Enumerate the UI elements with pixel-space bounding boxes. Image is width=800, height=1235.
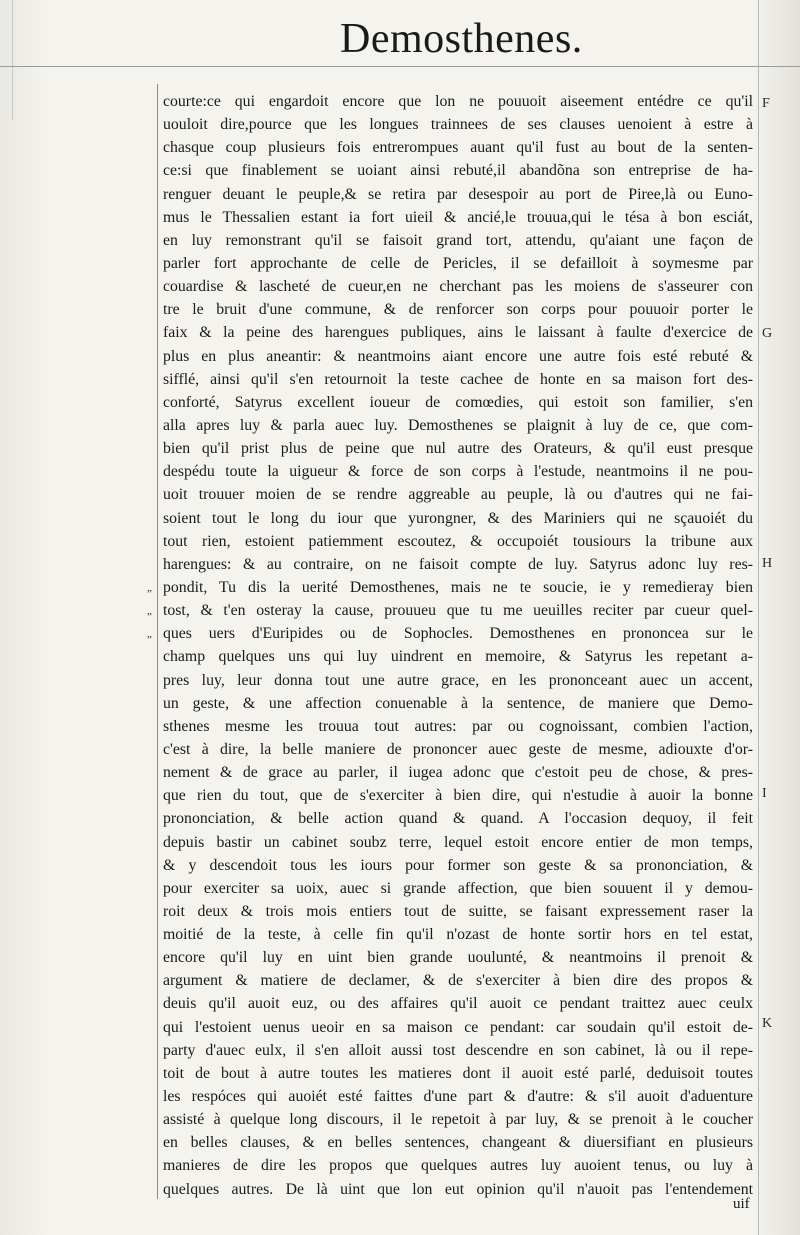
text-line: uouloit dire,pource que les longues trainnees de ses clauses uenoient à estre à bbox=[163, 116, 753, 134]
text-line: conforté, Satyrus excellent ioueur de comœdies, qui estoit son familier, s'en bbox=[163, 393, 753, 411]
text-line: ce:si que finablement se uoiant ainsi rebuté,il abandõna son entreprise de ha- bbox=[163, 162, 753, 180]
text-line: sifflé, ainsi qu'il s'en retournoit la teste cachee de honte en sa maison fort des- bbox=[163, 370, 753, 388]
text-line: en luy remonstrant qu'il se faisoit grand tort, attendu, qu'aiant une façon de bbox=[163, 231, 753, 249]
text-line: champ quelques uns qui luy uindrent en memoire, & Satyrus les repetant a- bbox=[163, 648, 753, 666]
text-line: deuis qu'il auoit euz, ou des affaires qu'il auoit ce pendant traittez auec ceulx bbox=[163, 995, 753, 1013]
quotation-mark: „ bbox=[147, 628, 152, 640]
quotation-mark: „ bbox=[147, 582, 152, 594]
text-line: tre le bruit d'une commune, & de renforcer son corps pour pouuoir porter le bbox=[163, 301, 753, 319]
text-line: pres luy, leur donna tout une autre grace, en les prononceant auec un accent, bbox=[163, 671, 753, 689]
text-line: faix & la peine des harengues publiques, ains le laissant à faulte d'exercice de bbox=[163, 324, 753, 342]
text-line: qui l'estoient uenus ueoir en sa maison ce pendant: car soudain qu'il estoit de- bbox=[163, 1018, 753, 1036]
text-line: en belles clauses, & en belles sentences, changeant & diuersifiant en plusieurs bbox=[163, 1134, 753, 1152]
quotation-mark: „ bbox=[147, 605, 152, 617]
text-line: soient tout le long du iour que yurongner, & des Mariniers qui ne sçauoiét du bbox=[163, 509, 753, 527]
text-line: quelques autres. De là uint que lon eut opinion qu'il n'auoit pas l'entendement bbox=[163, 1180, 753, 1198]
text-line: prononciation, & belle action quand & quand. A l'occasion dequoy, il feit bbox=[163, 810, 753, 828]
text-line: courte:ce qui engardoit encore que lon ne pouuoit aiseement entédre ce qu'il bbox=[163, 93, 753, 110]
text-line: & y descendoit tous les iours pour former son geste & sa prononciation, & bbox=[163, 856, 753, 874]
text-line: bien qu'il prist plus de peine que nul autre des Orateurs, & qu'il eust presque bbox=[163, 440, 753, 458]
body-text bbox=[163, 90, 753, 1201]
text-line: couardise & lascheté de cueur,en ne cherchant pas les moiens de s'asseurer con bbox=[163, 278, 753, 296]
text-line: tost, & t'en osteray la cause, prouueu que tu me ueuilles reciter par cueur quel- bbox=[163, 602, 753, 620]
text-line: mus le Thessalien estant ia fort uieil & ancié,le trouua,qui le tésa à bon esciát, bbox=[163, 208, 753, 226]
text-line: ques uers d'Euripides ou de Sophocles. Demosthenes en prononcea sur le bbox=[163, 625, 753, 643]
text-line: manieres de dire les propos que quelques autres luy auoient tenus, ou luy à bbox=[163, 1157, 753, 1175]
margin-letter-i: I bbox=[762, 786, 767, 801]
text-line: un geste, & une affection conuenable à la sentence, de maniere que Demo- bbox=[163, 694, 753, 712]
text-line: plus en plus aneantir: & neantmoins aiant encore une autre fois esté rebuté & bbox=[163, 347, 753, 365]
text-line: c'est à dire, la belle maniere de prononcer auec geste de mesme, adiouxte d'or- bbox=[163, 740, 753, 758]
text-line: harengues: & au contraire, on ne faisoit compte de luy. Satyrus adonc luy res- bbox=[163, 555, 753, 573]
text-line: party d'auec eulx, il s'en alloit aussi tost descendre en son cabinet, là ou il repe- bbox=[163, 1041, 753, 1059]
text-line: argument & matiere de declamer, & de s'exerciter à bien dire des propos & bbox=[163, 972, 753, 990]
text-line: parler fort approchante de celle de Pericles, il se defailloit à soymesme par bbox=[163, 254, 753, 272]
running-head-title: Demosthenes. bbox=[340, 16, 583, 62]
margin-letter-k: K bbox=[762, 1016, 773, 1031]
text-line: que rien du tout, que de s'exerciter à bien dire, qui n'estudie à auoir la bonne bbox=[163, 787, 753, 805]
text-line: roit deux & trois mois entiers tout de suitte, se faisant expressement raser la bbox=[163, 902, 753, 920]
text-line: despédu toute la uigueur & force de son corps à l'estude, neantmoins il ne pou- bbox=[163, 463, 753, 481]
text-line: sthenes mesme les trouua tout autres: par ou cognoissant, combien l'action, bbox=[163, 717, 753, 735]
text-line: uoit trouuer moien de se rendre aggreable au peuple, là ou d'autres qui ne fai- bbox=[163, 486, 753, 504]
right-text-rule bbox=[758, 0, 759, 1235]
text-line: assisté à quelque long discours, il le repetoit à par luy, & se prenoit à le coucher bbox=[163, 1111, 753, 1129]
page-edge-mark bbox=[12, 0, 13, 120]
text-line: nement & de grace au parler, il iugea adonc que c'estoit peu de chose, & pres- bbox=[163, 764, 753, 782]
text-line: chasque coup plusieurs fois entrerompues auant qu'il fust au bout de la senten- bbox=[163, 139, 753, 157]
text-line: pondit, Tu dis la uerité Demosthenes, mais ne te soucie, ie y remedieray bien bbox=[163, 578, 753, 596]
catchword: uif bbox=[733, 1196, 750, 1212]
margin-letter-h: H bbox=[762, 556, 773, 571]
text-line: pour exerciter sa uoix, auec si grande affection, que bien souuent il y demou- bbox=[163, 879, 753, 897]
text-line: moitié de la teste, à celle fin qu'il n'ozast de honte sortir hors en tel estat, bbox=[163, 926, 753, 944]
text-line: tout rien, estoient patiemment escoutez, & occupoiét tousiours la tribune aux bbox=[163, 532, 753, 550]
text-line: renguer deuant le peuple,& se retira par desespoir au port de Piree,là ou Euno- bbox=[163, 185, 753, 203]
header-rule bbox=[0, 66, 800, 67]
text-line: toit de bout à autre toutes les matieres dont il auoit esté parlé, deduisoit toutes bbox=[163, 1064, 753, 1082]
left-text-rule bbox=[157, 84, 158, 1199]
margin-letter-f: F bbox=[762, 96, 770, 111]
text-line: les respóces qui auoiét esté faittes d'une part & d'autre: & s'il auoit d'aduenture bbox=[163, 1088, 753, 1106]
text-line: alla apres luy & parla auec luy. Demosthenes se plaignit à luy de ce, que com- bbox=[163, 416, 753, 434]
margin-letter-g: G bbox=[762, 326, 773, 341]
text-line: encore qu'il luy en uint bien grande uoulunté, & neantmoins il prenoit & bbox=[163, 949, 753, 967]
text-line: depuis bastir un cabinet soubz terre, lequel estoit encore entier de mon temps, bbox=[163, 833, 753, 851]
